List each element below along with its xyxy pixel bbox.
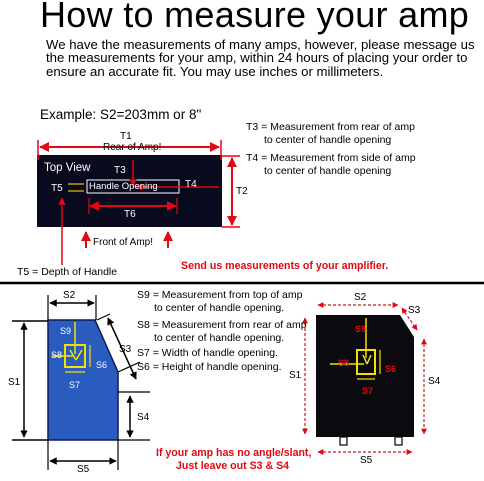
s9-note-line1: S9 = Measurement from top of amp [137, 289, 303, 301]
t5-label: T5 [51, 183, 63, 194]
s6-label-blue: S6 [96, 360, 108, 370]
amp-side-body-blue [48, 320, 118, 440]
s7-label-black: S7 [362, 386, 374, 396]
t4-note-line2: to center of handle opening [264, 165, 392, 177]
front-of-amp-label: Front of Amp! [93, 237, 154, 248]
rear-of-amp-label: Rear of Amp! [103, 142, 162, 153]
no-slant-warning-line1: If your amp has no angle/slant, [156, 447, 312, 459]
top-view-label: Top View [44, 162, 91, 174]
t4-note-line1: T4 = Measurement from side of amp [246, 152, 416, 164]
page-title: How to measure your amp [40, 0, 470, 35]
s2-label-black: S2 [354, 292, 367, 303]
t5-note: T5 = Depth of Handle [17, 266, 118, 278]
s4-label-black: S4 [428, 376, 441, 387]
s1-label-black: S1 [289, 370, 302, 381]
s6-label-black: S6 [385, 364, 397, 374]
no-slant-warning-line2: Just leave out S3 & S4 [176, 460, 290, 472]
s7-note: S7 = Width of handle opening. [137, 347, 278, 359]
t2-label: T2 [236, 186, 248, 197]
side-view-diagram-blue [12, 295, 150, 470]
s9-label-black: S9 [355, 324, 367, 334]
s3-label-blue: S3 [119, 344, 132, 355]
t3-note-line2: to center of handle opening [264, 134, 392, 146]
s5-label-black: S5 [360, 455, 373, 466]
t1-label: T1 [120, 131, 132, 142]
s6-note: S6 = Height of handle opening. [137, 361, 282, 373]
t3-label: T3 [114, 165, 126, 176]
s1-label-blue: S1 [8, 377, 21, 388]
s8-label-blue: S8 [51, 350, 63, 360]
s9-label-blue: S9 [60, 326, 72, 336]
s4-label-blue: S4 [137, 412, 150, 423]
t6-label: T6 [124, 209, 136, 220]
s8-label-black: S8 [338, 358, 350, 368]
handle-opening-label: Handle Opening [89, 181, 158, 192]
t4-label: T4 [185, 179, 197, 190]
s7-label-blue: S7 [69, 380, 81, 390]
intro-text: We have the measurements of many amps, however, please message us the measurements for your amp, within 24 hours of placing your order to ensure an accurate fit. You may use inches or millimeters. [46, 37, 475, 79]
s9-note-line2: to center of handle opening. [154, 302, 285, 314]
s2-label-blue: S2 [63, 290, 76, 301]
s5-label-blue: S5 [77, 464, 90, 475]
t3-note-line1: T3 = Measurement from rear of amp [246, 121, 415, 133]
s8-note-line2: to center of handle opening. [154, 332, 285, 344]
s8-note-line1: S8 = Measurement from rear of amp [137, 319, 307, 331]
example-text: Example: S2=203mm or 8" [40, 107, 202, 122]
s3-label-black: S3 [408, 305, 421, 316]
send-measurements-callout: Send us measurements of your amplifier. [181, 260, 389, 272]
